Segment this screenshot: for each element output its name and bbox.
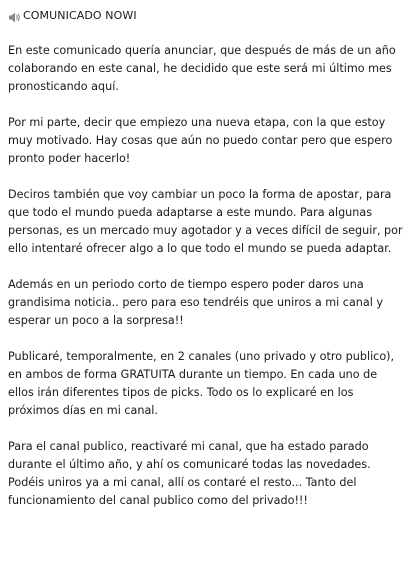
paragraph-1: En este comunicado quería anunciar, que después de más de un año colaborando en este canal, he decidido que este será mi último mes pronosticando aquí. [8,44,396,93]
paragraph-5: Publicaré, temporalmente, en 2 canales (uno privado y otro publico), en ambos de forma GRATUITA durante un tiempo. En cada uno de ellos irán diferentes tipos de picks. Todo os lo explicaré en los próximos días en mi canal. [8,350,395,417]
paragraph-6: Para el canal publico, reactivaré mi canal, que ha estado parado durante el último año, y ahí os comunicaré todas las novedades. Podéis uniros ya a mi canal, allí os contaré el resto... Tanto del funcionamiento del canal publico como del privado!!! [8,440,371,507]
message-header [8,6,403,24]
paragraph-2: Por mi parte, decir que empiezo una nueva etapa, con la que estoy muy motivado. Hay cosas que aún no puedo contar pero que espero pronto poder hacerlo! [8,116,393,165]
paragraph-4: Además en un periodo corto de tiempo espero poder daros una grandisima noticia.. pero para eso tendréis que uniros a mi canal y esperar un poco a la sorpresa!! [8,278,384,327]
paragraph-3: Deciros también que voy cambiar un poco la forma de apostar, para que todo el mundo pueda adaptarse a este mundo. Para algunas personas, es un mercado muy agotador y a veces difícil de seguir, por ello intentaré ofrecer algo a lo que todo el mundo se pueda adaptar. [8,188,403,255]
announcement-title: COMUNICADO NOWI [23,8,137,22]
speaker-icon [8,9,21,22]
